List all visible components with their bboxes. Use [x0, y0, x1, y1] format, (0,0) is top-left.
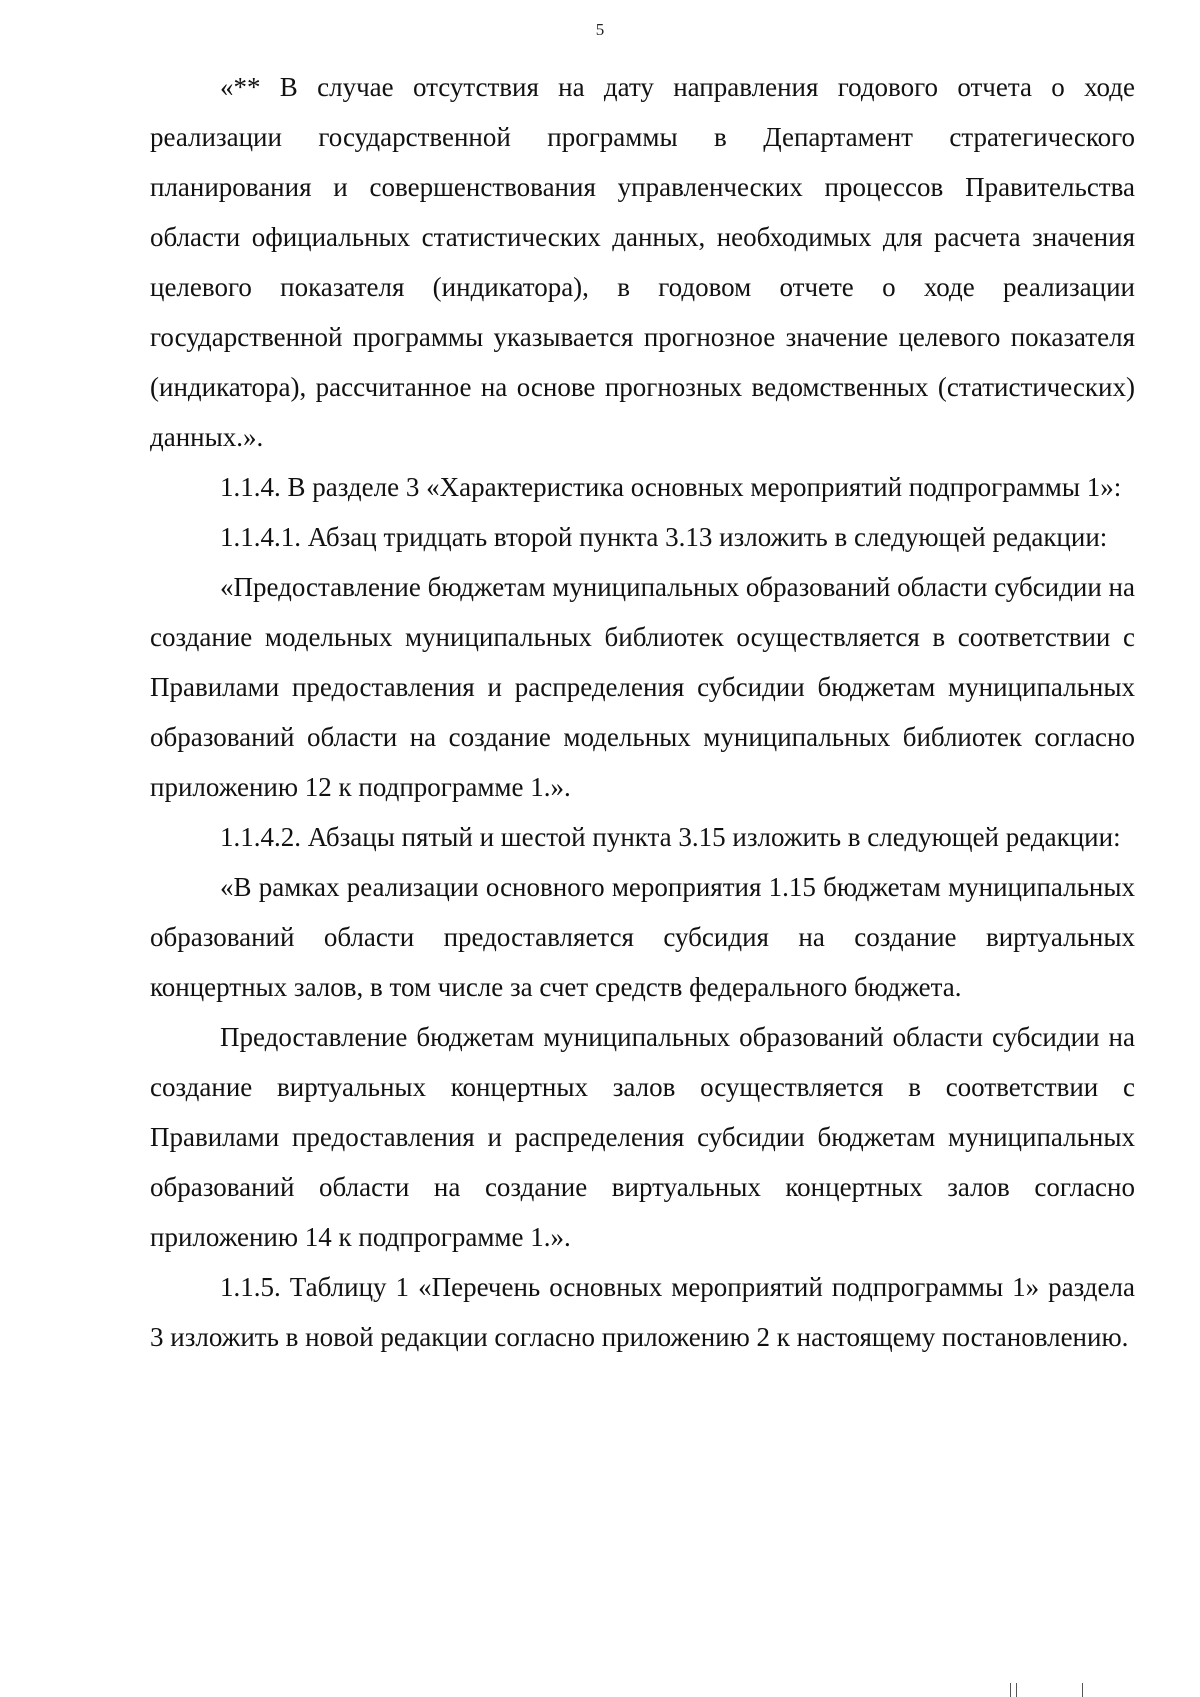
paragraph-1-1-5: 1.1.5. Таблицу 1 «Перечень основных мероприятий подпрограммы 1» раздела 3 изложить в новой редакции согласно приложению 2 к настоящему постановлению. [150, 1272, 1135, 1352]
scan-mark [1010, 1683, 1011, 1697]
paragraph-quote-concert-halls: «В рамках реализации основного мероприятия 1.15 бюджетам муниципальных образований области предоставляется субсидия на создание виртуальных концертных залов, в том числе за счет средств федерального бюджета. [150, 872, 1135, 1002]
paragraph-footnote: «** В случае отсутствия на дату направления годового отчета о ходе реализации государственной программы в Департамент стратегического планирования и совершенствования управленческих процессов Правительства области официальных статистических данных, необходимых для расчета значения целевого показателя (индикатора), в годовом отчете о ходе реализации государственной программы указывается прогнозное значение целевого показателя (индикатора), рассчитанное на основе прогнозных ведомственных (статистических) данных.». [150, 72, 1135, 452]
document-body [150, 62, 1135, 1362]
paragraph-1-1-4: 1.1.4. В разделе 3 «Характеристика основных мероприятий подпрограммы 1»: [220, 472, 1122, 502]
paragraph-quote-libraries: «Предоставление бюджетам муниципальных образований области субсидии на создание модельных муниципальных библиотек осуществляется в соответствии с Правилами предоставления и распределения субсидии бюджетам муниципальных образований области на создание модельных муниципальных библиотек согласно приложению 12 к подпрограмме 1.». [150, 572, 1135, 802]
paragraph-1-1-4-2: 1.1.4.2. Абзацы пятый и шестой пункта 3.15 изложить в следующей редакции: [220, 822, 1121, 852]
paragraph-concert-halls-rules: Предоставление бюджетам муниципальных образований области субсидии на создание виртуальных концертных залов осуществляется в соответствии с Правилами предоставления и распределения субсидии бюджетам муниципальных образований области на создание виртуальных концертных залов согласно приложению 14 к подпрограмме 1.». [150, 1022, 1135, 1252]
paragraph-1-1-4-1: 1.1.4.1. Абзац тридцать второй пункта 3.13 изложить в следующей редакции: [220, 522, 1108, 552]
scan-mark [1082, 1683, 1083, 1697]
scan-mark [1016, 1683, 1017, 1697]
page-number: 5 [595, 20, 605, 39]
